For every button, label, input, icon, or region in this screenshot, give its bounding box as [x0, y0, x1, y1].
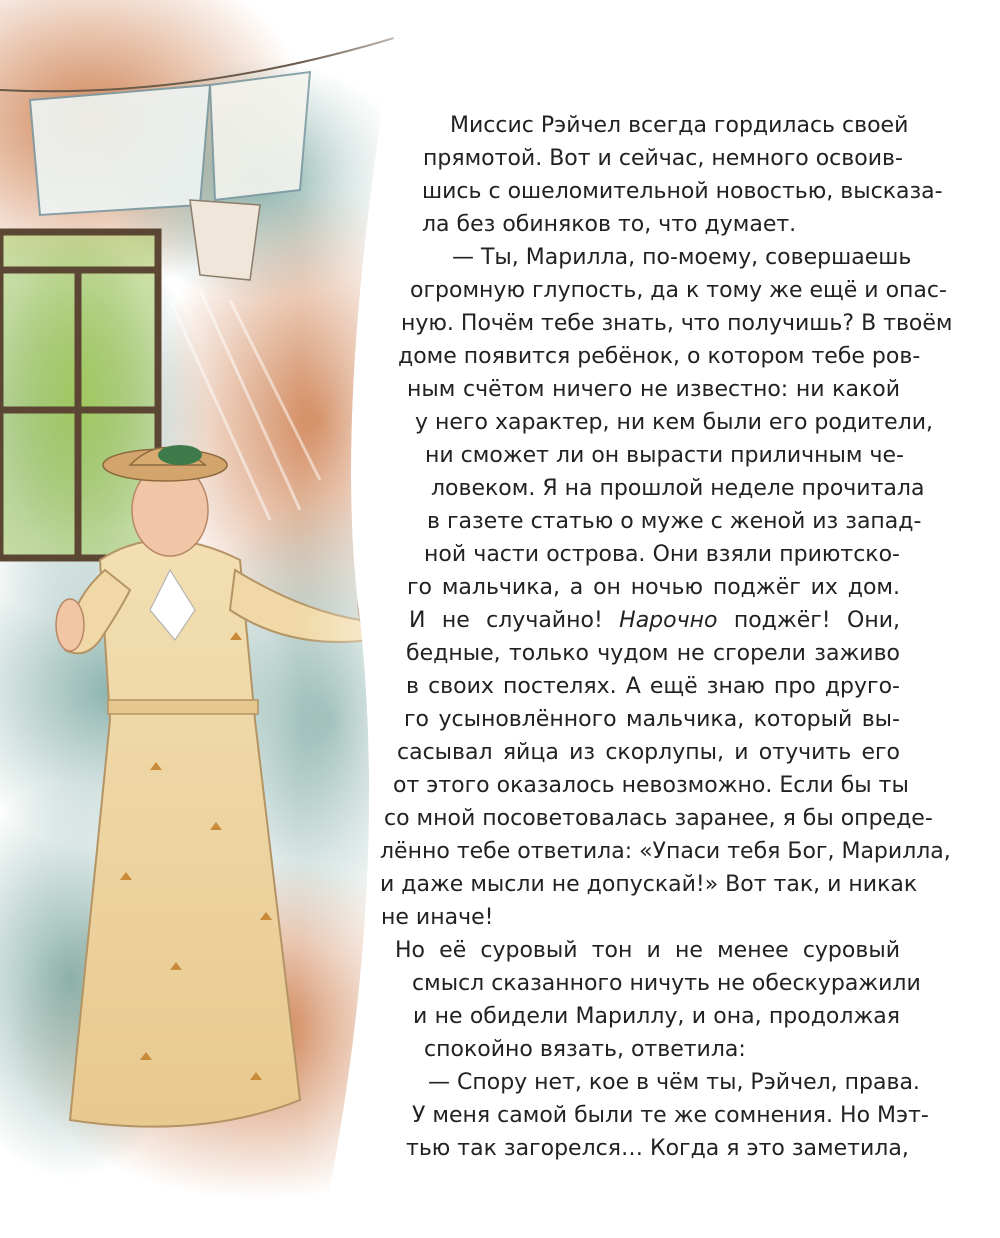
- text-line: ла без обиняков то, что думает.: [422, 212, 797, 237]
- text-line: тью так загорелся… Когда я это заметила,: [406, 1136, 909, 1161]
- text-line: смысл сказанного ничуть не обескуражили: [412, 971, 921, 996]
- text-line: и не обидели Мариллу, и она, продолжая: [413, 1004, 900, 1029]
- text-line: ную. Почём тебе знать, что получишь? В твоём: [401, 311, 953, 336]
- text-line: огромную глупость, да к тому же ещё и опас-: [410, 278, 947, 303]
- text-line: ловеком. Я на прошлой неделе прочитала: [431, 476, 925, 501]
- text-line: шись с ошеломительной новостью, высказа-: [422, 179, 943, 204]
- text-line: Но её суровый тон и не менее суровый: [395, 938, 900, 963]
- text-line: — Ты, Марилла, по-моему, совершаешь: [452, 245, 912, 270]
- text-line: и даже мысли не допускай!» Вот так, и никак: [380, 872, 918, 897]
- text-line: ной части острова. Они взяли приютско-: [424, 542, 900, 567]
- text-line: у него характер, ни кем были его родители,: [415, 410, 934, 435]
- text-line: не иначе!: [381, 905, 494, 930]
- text-line: бедные, только чудом не сгорели заживо: [406, 641, 900, 666]
- text-line: в своих постелях. А ещё знаю про друго-: [406, 674, 900, 699]
- text-line: го усыновлённого мальчика, который вы-: [404, 707, 900, 732]
- text-line: прямотой. Вот и сейчас, немного освоив-: [423, 146, 903, 171]
- text-line: сасывал яйца из скорлупы, и отучить его: [397, 740, 900, 765]
- text-line: — Спору нет, кое в чём ты, Рэйчел, права.: [428, 1070, 920, 1095]
- text-line: доме появится ребёнок, о котором тебе ров-: [398, 344, 921, 369]
- text-fragment: И не случайно!: [409, 608, 620, 633]
- emphasis-text: Нарочно: [619, 608, 718, 633]
- text-line: У меня самой были те же сомнения. Но Мэт-: [412, 1103, 929, 1128]
- text-line: лённо тебе ответила: «Упаси тебя Бог, Марилла,: [380, 839, 951, 864]
- text-line: со мной посоветовалась заранее, я бы опреде-: [384, 806, 933, 831]
- text-line: го мальчика, а он ночью поджёг их дом.: [407, 575, 900, 600]
- text-line: ни сможет ли он вырасти приличным че-: [425, 443, 904, 468]
- text-fragment: поджёг! Они,: [717, 608, 900, 633]
- text-line: [409, 604, 900, 638]
- text-line: ным счётом ничего не известно: ни какой: [407, 377, 900, 402]
- text-line: Миссис Рэйчел всегда гордилась своей: [450, 113, 909, 138]
- text-line: в газете статью о муже с женой из запад-: [427, 509, 922, 534]
- text-line: спокойно вязать, ответила:: [424, 1037, 746, 1062]
- text-line: от этого оказалось невозможно. Если бы ты: [393, 773, 909, 798]
